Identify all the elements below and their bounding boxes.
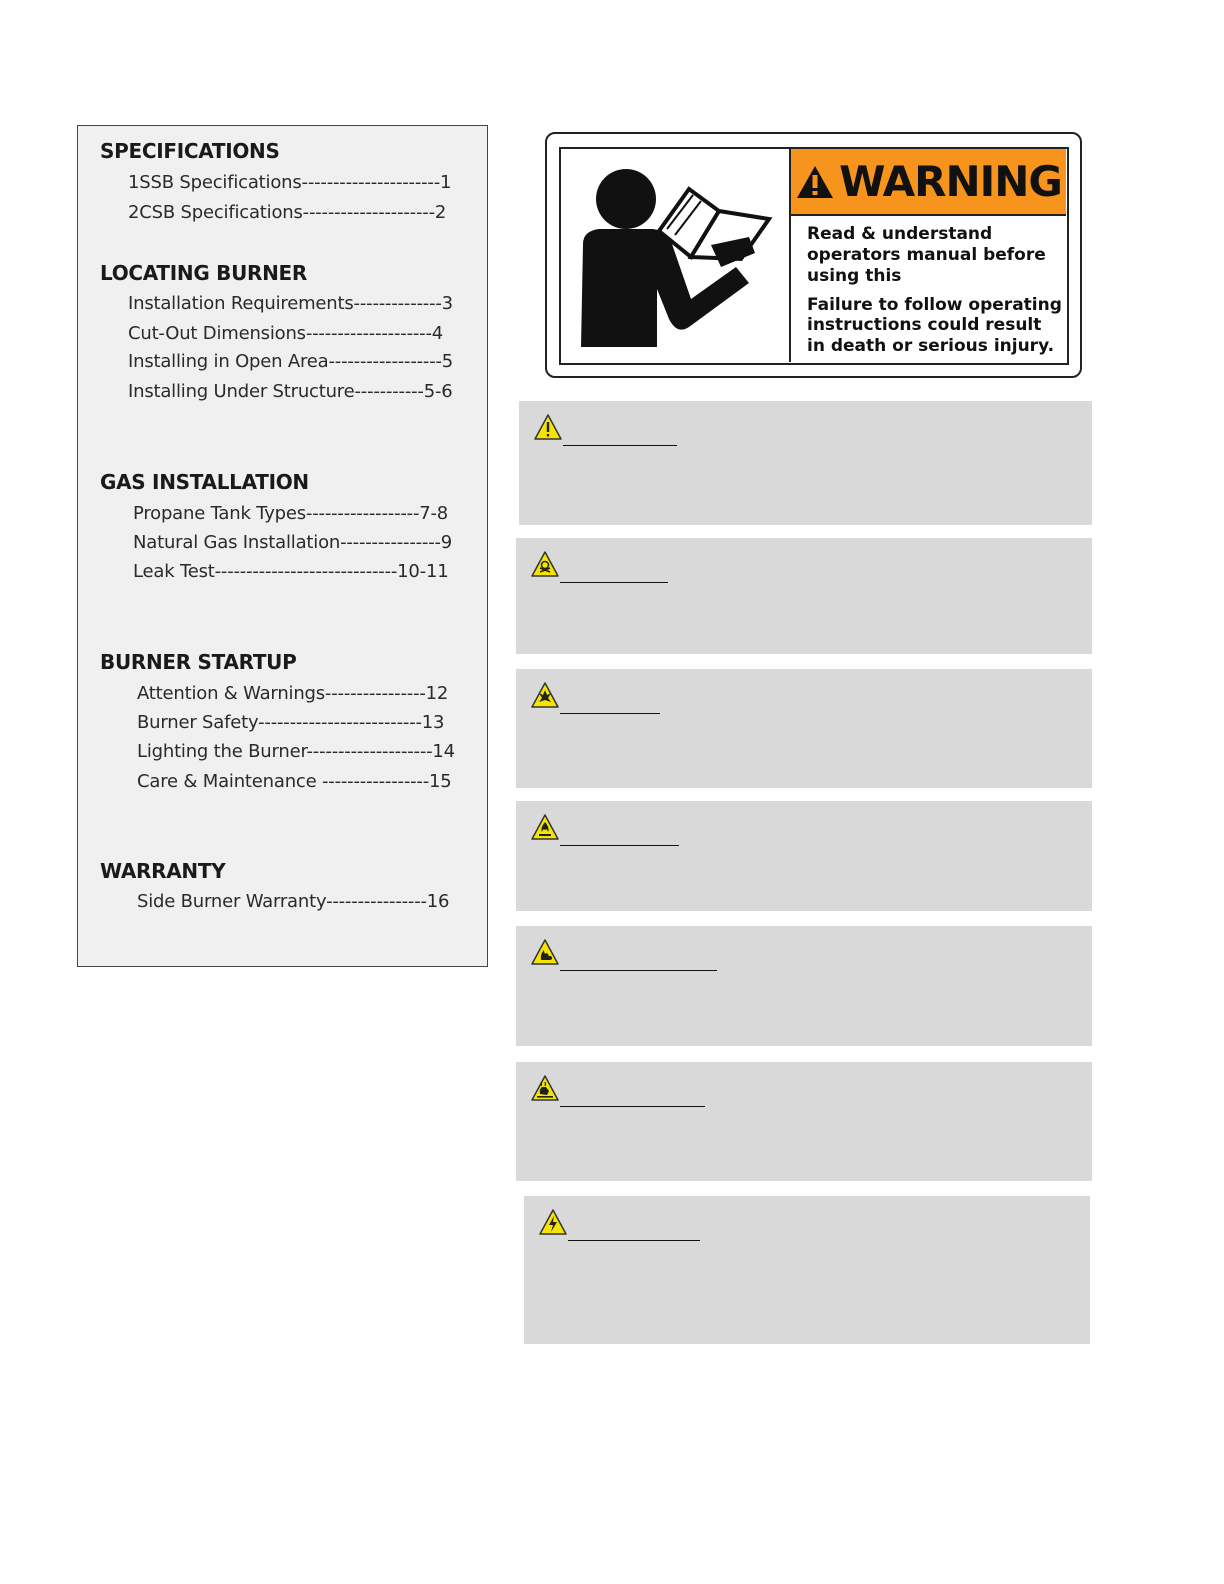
warning-triangle-icon [795, 164, 835, 200]
hazard-box-electric [524, 1196, 1090, 1344]
warning-sign-line: operators manual before [807, 245, 1046, 265]
toc-entry[interactable]: Natural Gas Installation----------------9 [133, 532, 453, 553]
electric-shock-icon [538, 1208, 568, 1236]
warning-sign-line: in death or serious injury. [807, 336, 1055, 356]
warning-sign-line: Read & understand [807, 224, 993, 244]
table-of-contents [77, 125, 488, 967]
hazard-title-line [560, 1106, 705, 1107]
toc-entry[interactable]: 2CSB Specifications---------------------2 [128, 202, 447, 223]
warning-sign-line: instructions could result [807, 315, 1042, 335]
toc-entry[interactable]: Lighting the Burner--------------------14 [137, 741, 455, 762]
toc-heading-locating-burner: LOCATING BURNER [100, 261, 308, 285]
person-reading-manual-icon [561, 149, 787, 359]
toc-heading-warranty: WARRANTY [100, 859, 226, 883]
toc-entry[interactable]: Leak Test-----------------------------10-11 [133, 561, 449, 582]
hazard-title-line [560, 845, 679, 846]
toc-heading-burner-startup: BURNER STARTUP [100, 650, 297, 674]
explosion-hazard-icon [530, 681, 560, 709]
hazard-title-line [560, 970, 717, 971]
toc-entry[interactable]: Installing in Open Area------------------5 [128, 351, 454, 372]
read-manual-pictogram [561, 149, 791, 362]
hazard-box-general [519, 401, 1092, 525]
warning-sign [545, 132, 1082, 378]
toc-heading-gas-installation: GAS INSTALLATION [100, 470, 309, 494]
hazard-box-hot-surface [516, 1062, 1092, 1181]
hazard-box-toxic [516, 538, 1092, 654]
toc-entry[interactable]: Side Burner Warranty----------------16 [137, 891, 450, 912]
toxic-hazard-icon [530, 550, 560, 578]
hazard-box-flammable [516, 926, 1092, 1046]
warning-sign-line: Failure to follow operating [807, 295, 1062, 315]
hot-surface-hazard-icon [530, 1074, 560, 1102]
toc-entry[interactable]: 1SSB Specifications----------------------1 [128, 172, 452, 193]
fire-hazard-icon [530, 813, 560, 841]
toc-entry[interactable]: Propane Tank Types------------------7-8 [133, 503, 449, 524]
hazard-title-line [560, 713, 660, 714]
toc-entry[interactable]: Burner Safety--------------------------13 [137, 712, 445, 733]
exclamation-warning-icon [533, 413, 563, 441]
hazard-title-line [563, 445, 677, 446]
flammable-hazard-icon [530, 938, 560, 966]
warning-sign-line: using this [807, 266, 902, 286]
toc-heading-specifications: SPECIFICATIONS [100, 139, 280, 163]
toc-entry[interactable]: Installing Under Structure-----------5-6 [128, 381, 453, 402]
hazard-box-fire [516, 801, 1092, 911]
toc-entry[interactable]: Installation Requirements--------------3 [128, 293, 453, 314]
warning-sign-title: WARNING [839, 157, 1062, 206]
warning-sign-header [791, 149, 1066, 216]
hazard-title-line [560, 582, 668, 583]
hazard-box-explosion [516, 669, 1092, 788]
toc-entry[interactable]: Cut-Out Dimensions--------------------4 [128, 323, 443, 344]
hazard-title-line [568, 1240, 700, 1241]
toc-entry[interactable]: Care & Maintenance -----------------15 [137, 771, 452, 792]
warning-sign-frame [559, 147, 1069, 365]
toc-entry[interactable]: Attention & Warnings----------------12 [137, 683, 449, 704]
